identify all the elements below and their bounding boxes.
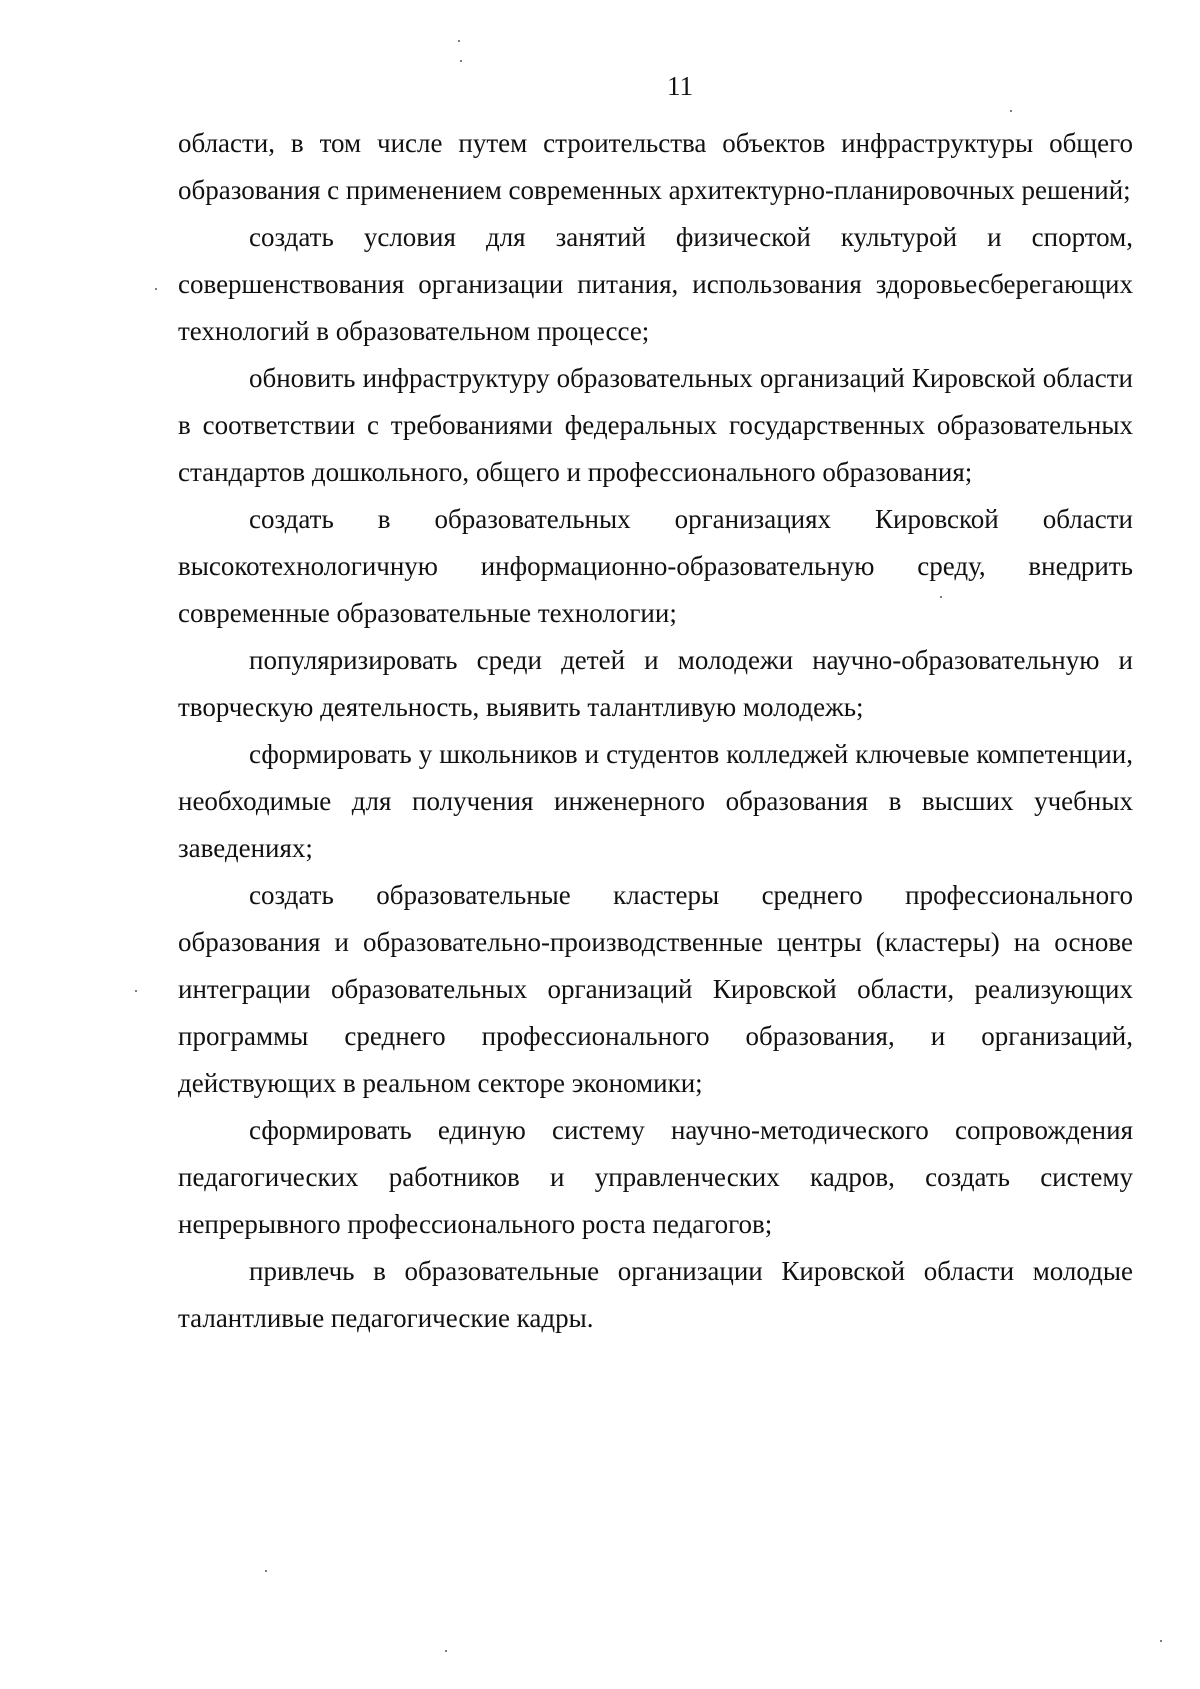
page-number: 11 <box>667 71 693 101</box>
scan-speck <box>265 1570 267 1572</box>
scan-speck <box>445 1650 447 1652</box>
paragraph-it-environment: создать в образовательных организациях Кировской области высокотехнологичную информационно-образовательную среду, внедрить современные образовательные технологии; <box>178 504 1133 628</box>
paragraph-key-competencies: сформировать у школьников и студентов колледжей ключевые компетенции, необходимые для получения инженерного образования в высших учебных заведениях; <box>178 739 1133 863</box>
paragraph-infrastructure-update: обновить инфраструктуру образовательных организаций Кировской области в соответствии с требованиями федеральных государственных образовательных стандартов дошкольного, общего и профессионального образования; <box>178 363 1133 487</box>
document-body <box>178 120 1133 1342</box>
paragraph-young-teachers: привлечь в образовательные организации Кировской области молодые талантливые педагогические кадры. <box>178 1256 1133 1333</box>
paragraph-popularize-science: популяризировать среди детей и молодежи научно-образовательную и творческую деятельность, выявить талантливую молодежь; <box>178 645 1133 722</box>
paragraph-methodical-support: сформировать единую систему научно-методического сопровождения педагогических работников и управленческих кадров, создать систему непрерывного профессионального роста педагогов; <box>178 1115 1133 1239</box>
scan-speck <box>940 596 942 598</box>
scan-speck <box>155 288 157 290</box>
scan-speck <box>458 40 460 42</box>
scan-speck <box>1010 110 1012 112</box>
paragraph-clusters: создать образовательные кластеры среднего профессионального образования и образовательно-производственные центры (кластеры) на основе интеграции образовательных организаций Кировской области, реализующих программы среднего профессионального образования, и организаций, действующих в реальном секторе экономики; <box>178 880 1133 1098</box>
paragraph-sports-conditions: создать условия для занятий физической культурой и спортом, совершенствования организации питания, использования здоровьесберегающих технологий в образовательном процессе; <box>178 222 1133 346</box>
scan-speck <box>460 60 462 62</box>
scan-speck <box>1160 1640 1162 1642</box>
scan-speck <box>135 990 137 992</box>
paragraph-continuation: области, в том числе путем строительства объектов инфраструктуры общего образования с применением современных архитектурно-планировочных решений; <box>178 128 1133 205</box>
